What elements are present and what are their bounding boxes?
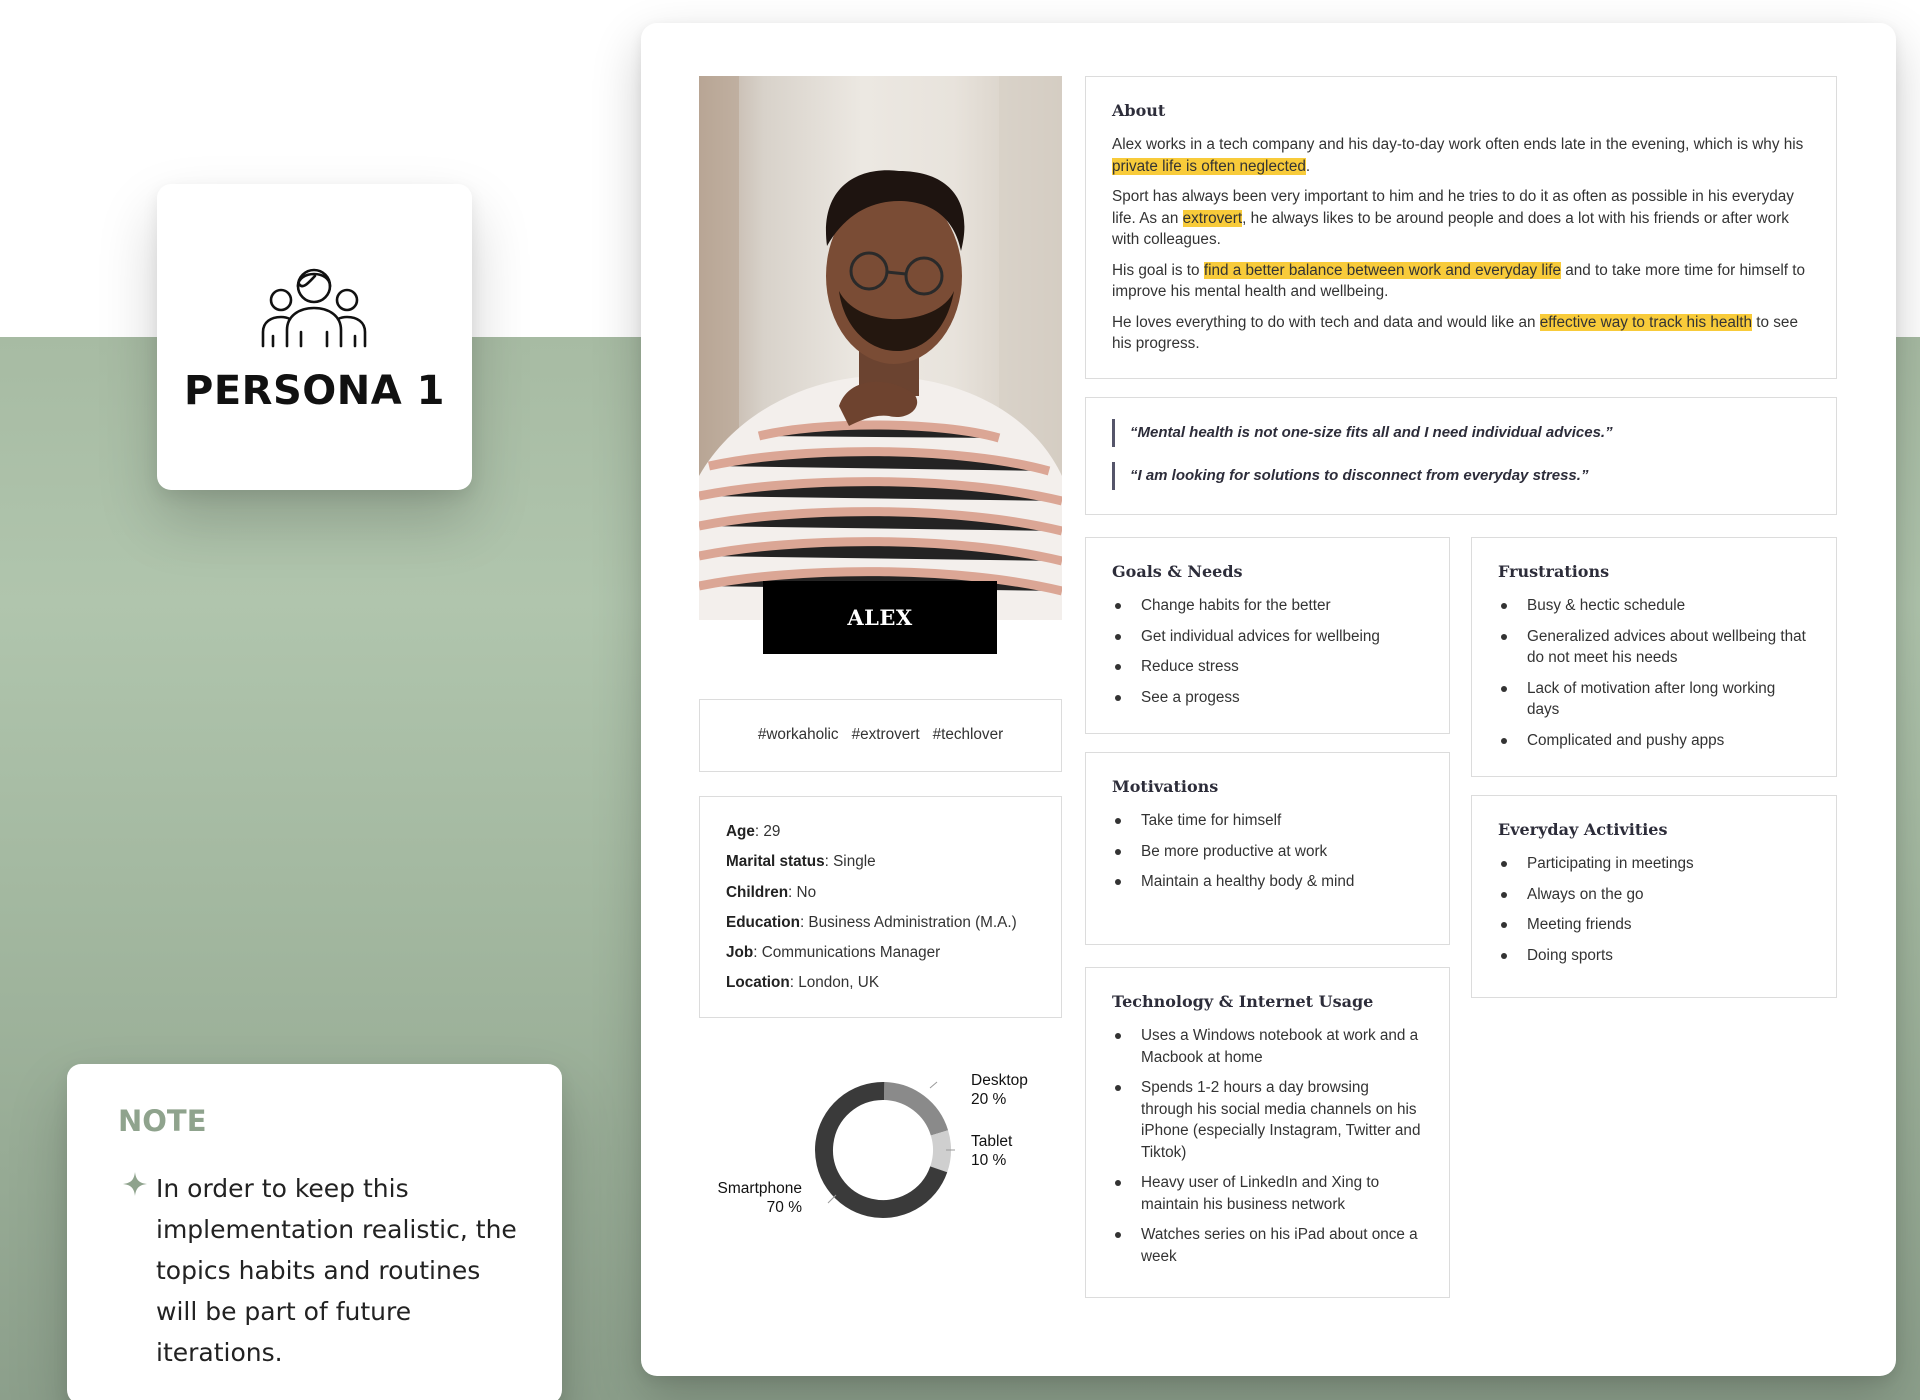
activities-box: [1471, 795, 1837, 998]
list-item: Change habits for the better: [1112, 595, 1423, 617]
list-item: Meeting friends: [1498, 914, 1810, 936]
about-box: [1085, 76, 1837, 379]
quote: “I am looking for solutions to disconnect from everyday stress.”: [1112, 462, 1810, 490]
highlight: find a better balance between work and everyday life: [1203, 261, 1561, 279]
info-location: Location: London, UK: [726, 974, 880, 992]
sparkle-star-icon: [122, 1168, 156, 1373]
tags-box: [699, 699, 1062, 772]
leader-line-desktop: [930, 1082, 937, 1088]
highlight: private life is often neglected: [1112, 157, 1306, 175]
list-item: Spends 1-2 hours a day browsing through his social media channels on his iPhone (especially Instagram, Twitter and Tiktok): [1112, 1077, 1423, 1163]
group-of-people-icon: [259, 260, 369, 348]
note-text: In order to keep this implementation realistic, the topics habits and routines will be part of future iterations.: [156, 1174, 517, 1367]
donut-slice-tablet: [939, 1133, 942, 1169]
persona-name: ALEX: [763, 581, 997, 654]
list-item: Reduce stress: [1112, 656, 1423, 678]
motivations-title: Motivations: [1112, 777, 1219, 796]
info-children: Children: No: [726, 883, 817, 901]
quotes-box: [1085, 397, 1837, 515]
list-item: Get individual advices for wellbeing: [1112, 626, 1423, 648]
list-item: Generalized advices about wellbeing that do not meet his needs: [1498, 626, 1810, 669]
note-title: NOTE: [118, 1104, 207, 1138]
leader-line-smartphone: [828, 1195, 836, 1203]
technology-box: [1085, 967, 1450, 1298]
chart-label-smartphone: Smartphone 70 %: [717, 1180, 802, 1216]
list-item: Lack of motivation after long working days: [1498, 678, 1810, 721]
about-title: About: [1112, 101, 1166, 120]
chart-label-desktop: Desktop 20 %: [971, 1072, 1028, 1108]
persona-photo: [699, 76, 1062, 620]
goals-box: [1085, 537, 1450, 734]
device-usage-chart: [699, 1043, 1062, 1253]
list-item: Maintain a healthy body & mind: [1112, 871, 1423, 893]
list-item: Heavy user of LinkedIn and Xing to maintain his business network: [1112, 1172, 1423, 1215]
persona-title: PERSONA 1: [184, 368, 445, 414]
list-item: Take time for himself: [1112, 810, 1423, 832]
list-item: Uses a Windows notebook at work and a Macbook at home: [1112, 1025, 1423, 1068]
donut-slice-desktop: [884, 1091, 939, 1133]
list-item: Be more productive at work: [1112, 841, 1423, 863]
about-paragraph: He loves everything to do with tech and data and would like an effective way to track his health to see his progress.: [1112, 313, 1798, 352]
list-item: Participating in meetings: [1498, 853, 1810, 875]
tag: #workaholic: [757, 726, 839, 743]
tag: #techlover: [932, 726, 1004, 743]
info-job: Job: Communications Manager: [726, 944, 941, 962]
highlight: extrovert: [1182, 209, 1243, 227]
demographics-box: [699, 796, 1062, 1018]
list-item: Complicated and pushy apps: [1498, 730, 1810, 752]
about-paragraph: Alex works in a tech company and his day-to-day work often ends late in the evening, which is why his private life is often neglected.: [1112, 136, 1804, 175]
list-item: Doing sports: [1498, 945, 1810, 967]
persona-card: [157, 184, 472, 490]
highlight: effective way to track his health: [1539, 313, 1753, 331]
list-item: Watches series on his iPad about once a week: [1112, 1224, 1423, 1267]
frustrations-title: Frustrations: [1498, 562, 1610, 581]
motivations-box: [1085, 752, 1450, 945]
about-paragraph: His goal is to find a better balance between work and everyday life and to take more time for himself to improve his mental health and wellbeing.: [1112, 261, 1805, 300]
note-card: [67, 1064, 562, 1400]
tag: #extrovert: [851, 726, 920, 743]
info-marital-status: Marital status: Single: [726, 853, 876, 871]
info-age: Age: 29: [726, 823, 781, 840]
technology-title: Technology & Internet Usage: [1112, 992, 1374, 1011]
activities-title: Everyday Activities: [1498, 820, 1668, 839]
goals-title: Goals & Needs: [1112, 562, 1243, 581]
info-education: Education: Business Administration (M.A.): [726, 913, 1017, 931]
list-item: Always on the go: [1498, 884, 1810, 906]
quote: “Mental health is not one-size fits all and I need individual advices.”: [1112, 419, 1810, 447]
frustrations-box: [1471, 537, 1837, 777]
list-item: Busy & hectic schedule: [1498, 595, 1810, 617]
about-paragraph: Sport has always been very important to him and he tries to do it as often as possible in his everyday life. As an extrovert, he always likes to be around people and does a lot with his friends or after work with colleagues.: [1112, 188, 1794, 248]
chart-label-tablet: Tablet 10 %: [971, 1133, 1013, 1169]
list-item: See a progess: [1112, 687, 1423, 709]
